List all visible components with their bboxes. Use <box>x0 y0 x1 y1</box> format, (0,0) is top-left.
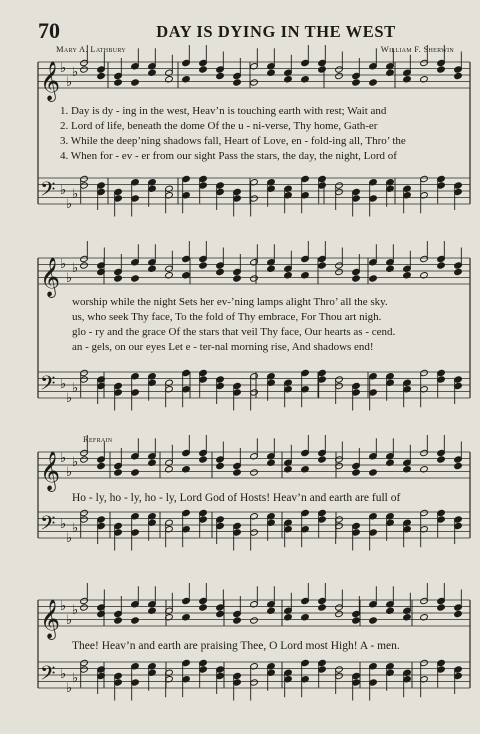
verse-line-4: 4. When for - ev - er from our sight Pass the stars, the day, the night, Lord of <box>60 150 397 162</box>
svg-text:♭: ♭ <box>72 602 79 617</box>
svg-text:𝄞: 𝄞 <box>40 451 61 491</box>
system-3-music <box>0 448 480 560</box>
svg-text:♭: ♭ <box>72 186 79 201</box>
svg-text:𝄢: 𝄢 <box>40 511 56 540</box>
verse-line-3: 3. While the deep’ning shadows fall, Heart of Love, en - fold-ing all, Thro’ the <box>60 135 406 147</box>
svg-text:♭: ♭ <box>72 380 79 395</box>
refrain-label: Refrain <box>83 434 113 444</box>
verse-line-2: 2. Lord of life, beneath the dome Of the u - ni-verse, Thy home, Gath-er <box>60 120 378 132</box>
verse-line-4: an - gels, on our eyes Let e - ter-nal morning rise, And shadows end! <box>72 341 374 353</box>
svg-text:♭: ♭ <box>66 464 73 479</box>
system-2-verses <box>72 295 480 355</box>
verse-line-2: us, who seek Thy face, To the fold of Thy embrace, For Thou art nigh. <box>72 311 382 323</box>
svg-text:𝄢: 𝄢 <box>40 371 56 400</box>
svg-text:𝄞: 𝄞 <box>40 61 61 101</box>
system-1-verses <box>60 104 470 164</box>
svg-text:♭: ♭ <box>66 390 73 405</box>
system-4-music <box>0 596 480 708</box>
final-lyric-line: Thee! Heav’n and earth are praising Thee, O Lord most High! A - men. <box>72 640 400 652</box>
verse-line-1: worship while the night Sets her ev-’ning lamps alight Thro’ all the sky. <box>72 296 388 308</box>
svg-text:♭: ♭ <box>72 260 79 275</box>
svg-text:♭: ♭ <box>72 520 79 535</box>
refrain-lyric-line: Ho - ly, ho - ly, ho - ly, Lord God of Hosts! Heav’n and earth are full of <box>72 492 401 504</box>
svg-text:♭: ♭ <box>66 270 73 285</box>
svg-text:♭: ♭ <box>60 376 67 391</box>
composer-credit: William F. Sherwin <box>380 44 454 54</box>
svg-text:♭: ♭ <box>60 666 67 681</box>
hymn-number: 70 <box>38 18 60 43</box>
svg-text:♭: ♭ <box>72 64 79 79</box>
svg-text:♭: ♭ <box>60 182 67 197</box>
svg-text:♭: ♭ <box>66 74 73 89</box>
svg-text:♭: ♭ <box>66 530 73 545</box>
svg-text:𝄞: 𝄞 <box>40 599 61 639</box>
svg-text:♭: ♭ <box>66 612 73 627</box>
svg-text:𝄢: 𝄢 <box>40 177 56 206</box>
svg-text:♭: ♭ <box>60 60 67 75</box>
verse-line-1: 1. Day is dy - ing in the west, Heav’n is touching earth with rest; Wait and <box>60 105 387 117</box>
svg-text:♭: ♭ <box>72 454 79 469</box>
verse-line-3: glo - ry and the grace Of the stars that veil Thy face, Our hearts as - cend. <box>72 326 396 338</box>
svg-text:♭: ♭ <box>66 196 73 211</box>
svg-text:♭: ♭ <box>60 598 67 613</box>
svg-text:♭: ♭ <box>72 670 79 685</box>
svg-text:𝄢: 𝄢 <box>40 661 56 690</box>
svg-text:♭: ♭ <box>60 450 67 465</box>
svg-text:♭: ♭ <box>60 516 67 531</box>
svg-text:♭: ♭ <box>60 256 67 271</box>
hymn-title: DAY IS DYING IN THE WEST <box>156 22 396 41</box>
lyricist-credit: Mary A. Lathbury <box>56 44 126 54</box>
svg-text:𝄞: 𝄞 <box>40 257 61 297</box>
svg-text:♭: ♭ <box>66 680 73 695</box>
